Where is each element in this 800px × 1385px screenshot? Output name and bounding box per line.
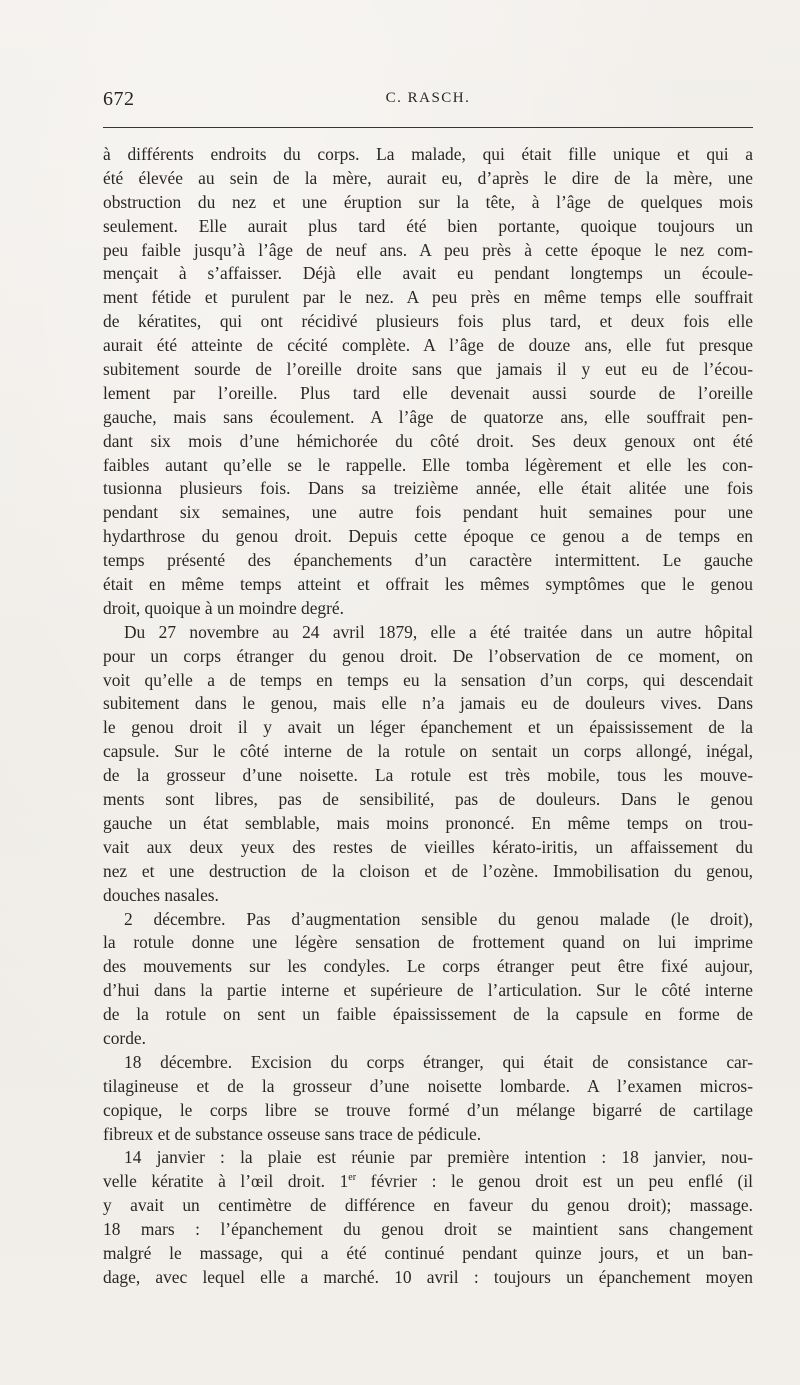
text-line: pendant six semaines, une autre fois pendant huit semaines pour une bbox=[103, 502, 753, 523]
text-line: vait aux deux yeux des restes de vieilles kérato-iritis, un affaissement du bbox=[103, 836, 753, 857]
text-line: de kératites, qui ont récidivé plusieurs fois plus tard, et deux fois elle bbox=[103, 311, 753, 332]
text-line: douches nasales. bbox=[103, 884, 219, 905]
paragraph bbox=[103, 143, 753, 621]
paragraph bbox=[103, 1051, 753, 1147]
text-line: malgré le massage, qui a été continué pendant quinze jours, et un ban- bbox=[103, 1242, 753, 1263]
text-line: la rotule donne une légère sensation de frottement quand on lui imprime bbox=[103, 932, 753, 953]
text-line: à différents endroits du corps. La malade, qui était fille unique et qui a bbox=[103, 144, 753, 164]
text-line: faibles autant qu’elle se le rappelle. Elle tomba légèrement et elle les con- bbox=[103, 454, 753, 475]
text-line: mençait à s’affaisser. Déjà elle avait eu pendant longtemps un écoule- bbox=[103, 263, 753, 284]
text-line: était en même temps atteint et offrait les mêmes symptômes que le genou bbox=[103, 574, 753, 595]
text-line: d’hui dans la partie interne et supérieure de l’articulation. Sur le côté interne bbox=[103, 980, 753, 1001]
text-line: tilagineuse et de la grosseur d’une noisette lombarde. A l’examen micros- bbox=[103, 1075, 753, 1096]
text-line: ments sont libres, pas de sensibilité, pas de douleurs. Dans le genou bbox=[103, 789, 753, 810]
header-rule bbox=[103, 127, 753, 128]
text-line: hydarthrose du genou droit. Depuis cette époque ce genou a de temps en bbox=[103, 526, 753, 547]
paragraph bbox=[103, 1146, 753, 1289]
text-line: temps présenté des épanchements d’un caractère intermittent. Le gauche bbox=[103, 550, 753, 571]
body-text bbox=[103, 143, 753, 1290]
text-line: de la rotule on sent un faible épaississement de la capsule en forme de bbox=[103, 1004, 753, 1025]
text-line: Du 27 novembre au 24 avril 1879, elle a été traitée dans un autre hôpital bbox=[124, 621, 753, 642]
text-line: 2 décembre. Pas d’augmentation sensible du genou malade (le droit), bbox=[124, 908, 753, 929]
text-line: ment fétide et purulent par le nez. A peu près en même temps elle souffrait bbox=[103, 287, 753, 308]
text-line: nez et une destruction de la cloison et de l’ozène. Immobilisation du genou, bbox=[103, 860, 753, 881]
text-line: seulement. Elle aurait plus tard été bien portante, quoique toujours un bbox=[103, 215, 753, 236]
paragraph bbox=[103, 908, 753, 1051]
text-line: dant six mois d’une hémichorée du côté droit. Ses deux genoux ont été bbox=[103, 430, 753, 451]
text-line: voit qu’elle a de temps en temps eu la sensation d’un corps, qui descendait bbox=[103, 669, 753, 690]
text-line: gauche un état semblable, mais moins prononcé. En même temps on trou- bbox=[103, 812, 753, 833]
text-line: 18 mars : l’épanchement du genou droit se maintient sans changement bbox=[103, 1219, 753, 1240]
text-line: 18 décembre. Excision du corps étranger, qui était de consistance car- bbox=[124, 1051, 753, 1072]
text-line: 14 janvier : la plaie est réunie par première intention : 18 janvier, nou- bbox=[124, 1147, 753, 1168]
text-line: fibreux et de substance osseuse sans trace de pédicule. bbox=[103, 1123, 482, 1144]
text-line: copique, le corps libre se trouve formé d’un mélange bigarré de cartilage bbox=[103, 1099, 753, 1120]
running-head bbox=[103, 88, 753, 112]
text-line: été élevée au sein de la mère, aurait eu, d’après le dire de la mère, une bbox=[103, 167, 753, 188]
text-line: le genou droit il y avait un léger épanchement et un épaississement de la bbox=[103, 717, 753, 738]
text-line: dage, avec lequel elle a marché. 10 avril : toujours un épanchement moyen bbox=[103, 1266, 753, 1287]
text-line: subitement dans le genou, mais elle n’a jamais eu de douleurs vives. Dans bbox=[103, 693, 753, 714]
page-number: 672 bbox=[103, 88, 135, 110]
text-line: obstruction du nez et une éruption sur la tête, à l’âge de quelques mois bbox=[103, 191, 753, 212]
text-line: capsule. Sur le côté interne de la rotule on sentait un corps allongé, inégal, bbox=[103, 741, 753, 762]
text-line: pour un corps étranger du genou droit. De l’observation de ce moment, on bbox=[103, 645, 753, 666]
text-line: aurait été atteinte de cécité complète. A l’âge de douze ans, elle fut presque bbox=[103, 335, 753, 356]
text-line: velle kératite à l’œil droit. 1er février : le genou droit est un peu enflé (il bbox=[103, 1171, 753, 1192]
text-line: droit, quoique à un moindre degré. bbox=[103, 597, 344, 618]
text-line: subitement sourde de l’oreille droite sans que jamais il y eut eu de l’écou- bbox=[103, 359, 753, 380]
text-line: gauche, mais sans écoulement. A l’âge de quatorze ans, elle souffrait pen- bbox=[103, 406, 753, 427]
text-line: des mouvements sur les condyles. Le corps étranger peut être fixé aujour, bbox=[103, 956, 753, 977]
paragraph bbox=[103, 621, 753, 908]
text-line: lement par l’oreille. Plus tard elle devenait aussi sourde de l’oreille bbox=[103, 382, 753, 403]
running-title: C. RASCH. bbox=[385, 90, 471, 106]
text-line: de la grosseur d’une noisette. La rotule est très mobile, tous les mouve- bbox=[103, 765, 753, 786]
text-line: peu faible jusqu’à l’âge de neuf ans. A peu près à cette époque le nez com- bbox=[103, 239, 753, 260]
text-line: y avait un centimètre de différence en faveur du genou droit); massage. bbox=[103, 1195, 753, 1216]
text-line: tusionna plusieurs fois. Dans sa treizième année, elle était alitée une fois bbox=[103, 478, 753, 499]
text-line: corde. bbox=[103, 1027, 146, 1048]
